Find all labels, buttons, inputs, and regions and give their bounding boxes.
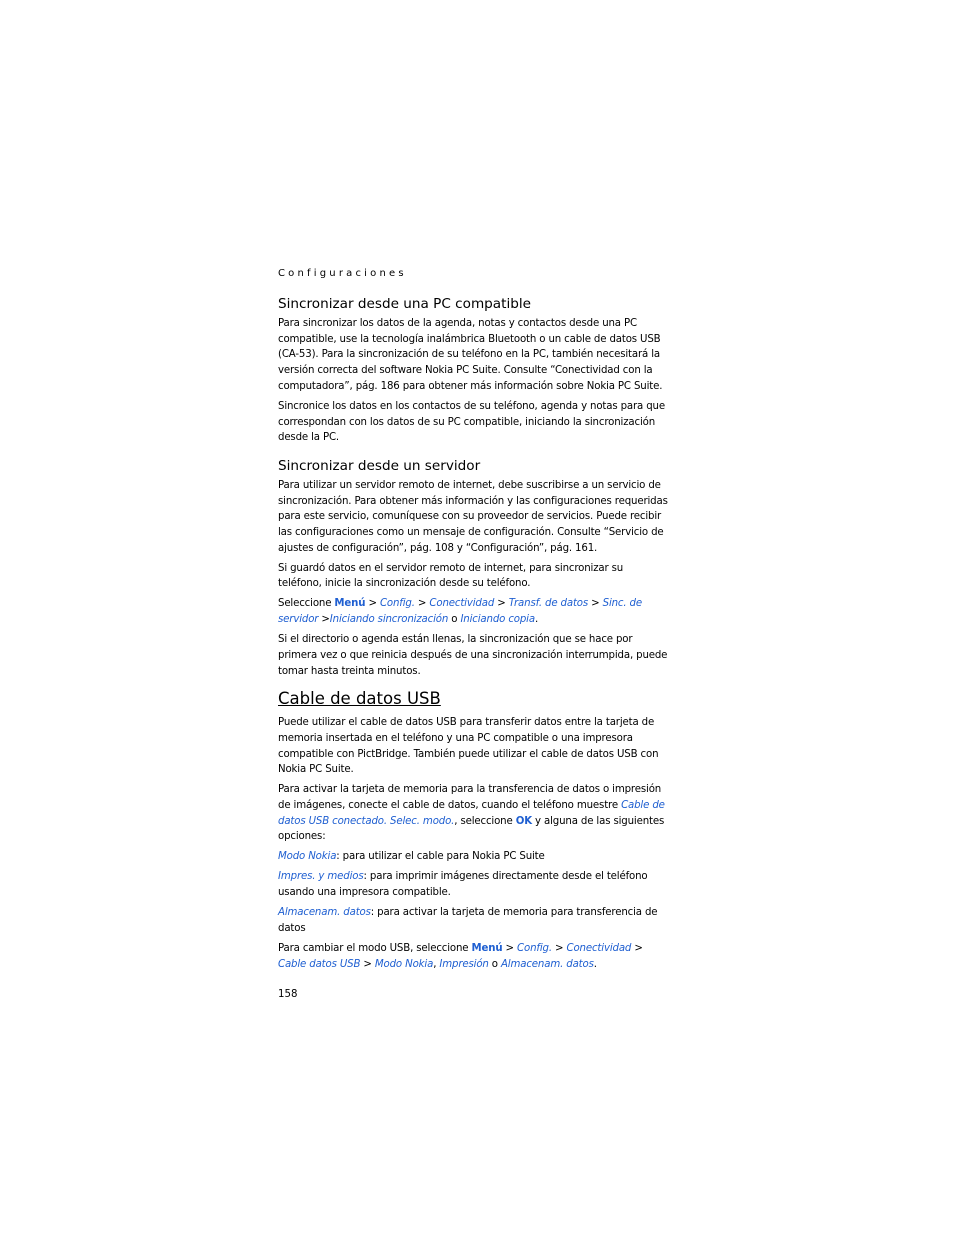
menu-item-iniciando-sinc: Iniciando sincronización <box>329 614 449 626</box>
phone-message: Cable de datos USB conectado. Selec. modo. <box>278 800 665 827</box>
ok-keyword: OK <box>515 815 532 827</box>
text-run: o <box>488 958 501 970</box>
menu-keyword: Menú <box>334 598 366 610</box>
text-run: Seleccione <box>278 598 335 610</box>
paragraph <box>278 782 668 845</box>
menu-item-conectividad: Conectividad <box>429 598 495 610</box>
text-run: . <box>593 958 597 970</box>
paragraph: Si guardó datos en el servidor remoto de internet, para sincronizar su teléfono, inicie la sincronización desde su teléfono. <box>278 562 624 590</box>
menu-item-conectividad: Conectividad <box>566 942 632 954</box>
option-item <box>278 869 668 900</box>
running-header: Configuraciones <box>278 268 407 279</box>
paragraph: Sincronice los datos en los contactos de su teléfono, agenda y notas para que correspondan con los datos de su PC compatible, iniciando la sincronización desde la PC. <box>278 400 665 444</box>
option-item <box>278 849 668 865</box>
option-item <box>278 905 668 936</box>
path-separator: > <box>318 614 330 626</box>
text-run: o <box>448 614 461 626</box>
manual-page <box>278 268 668 1000</box>
path-separator: > <box>502 942 518 954</box>
text-run: Para cambiar el modo USB, seleccione <box>278 942 472 954</box>
section-title-usb: Cable de datos USB <box>278 689 441 709</box>
path-separator: > <box>494 598 509 610</box>
option-name: Almacenam. datos <box>278 907 371 919</box>
paragraph: Para sincronizar los datos de la agenda, notas y contactos desde una PC compatible, use la tecnología inalámbrica Bluetooth o un cable de datos USB (CA-53). Para la sincronización de su teléfono en la PC, también necesitará la versión correcta del software Nokia PC Suite. Consulte “Conectividad con la computadora”, pág. 186 para obtener más información sobre Nokia PC Suite. <box>278 318 663 392</box>
option-desc: : para utilizar el cable para Nokia PC Suite <box>336 851 545 863</box>
section-title-server-sync: Sincronizar desde un servidor <box>278 457 481 474</box>
option-name: Impres. y medios <box>278 871 364 883</box>
menu-keyword: Menú <box>471 942 503 954</box>
menu-item-impresion: Impresión <box>439 958 489 970</box>
paragraph: Si el directorio o agenda están llenas, la sincronización que se hace por primera vez o que reinicia después de una sincronización interrumpida, puede tomar hasta treinta minutos. <box>278 634 668 677</box>
menu-item-modo-nokia: Modo Nokia <box>374 958 434 970</box>
menu-path-paragraph <box>278 596 668 627</box>
paragraph: Para utilizar un servidor remoto de internet, debe suscribirse a un servicio de sincronización. Para obtener más información y las configuraciones requeridas para este servicio, comuníquese con su proveedor de servicios. Puede recibir las configuraciones como un mensaje de configuración. Consulte “Servicio de ajustes de configuración”, pág. 108 y “Configuración”, pág. 161. <box>278 479 668 554</box>
path-separator: > <box>365 598 380 610</box>
text-run: , seleccione <box>454 815 516 827</box>
page-number: 158 <box>278 989 298 1001</box>
path-separator: > <box>631 942 643 954</box>
path-separator: > <box>551 942 567 954</box>
menu-item-sinc: Sinc. de servidor <box>278 598 642 626</box>
paragraph: Puede utilizar el cable de datos USB para transferir datos entre la tarjeta de memoria insertada en el teléfono y una PC compatible o una impresora compatible con PictBridge. También puede utilizar el cable de datos USB con Nokia PC Suite. <box>278 717 659 776</box>
text-run: y alguna de las siguientes opciones: <box>278 815 665 843</box>
path-separator: > <box>414 598 430 610</box>
menu-item-almacenam: Almacenam. datos <box>500 958 594 970</box>
option-desc: : para activar la tarjeta de memoria para transferencia de datos <box>278 907 658 934</box>
menu-item-iniciando-copia: Iniciando copia <box>460 614 535 626</box>
section-title-pc-sync: Sincronizar desde una PC compatible <box>278 296 532 312</box>
path-separator: > <box>360 958 375 970</box>
path-separator: > <box>588 598 603 610</box>
menu-item-config: Config. <box>517 942 552 954</box>
menu-item-transf: Transf. de datos <box>508 598 589 610</box>
text-run: Para activar la tarjeta de memoria para la transferencia de datos o impresión de imágenes, conecte el cable de datos, cuando el teléfono muestre <box>278 784 662 812</box>
option-desc: : para imprimir imágenes directamente desde el teléfono usando una impresora compatible. <box>278 871 648 899</box>
menu-item-cable: Cable datos USB <box>278 958 361 970</box>
text-run: , <box>433 958 440 970</box>
menu-path-paragraph <box>278 941 668 972</box>
text-run: . <box>534 614 539 626</box>
option-name: Modo Nokia <box>278 851 337 863</box>
menu-item-config: Config. <box>379 598 415 610</box>
